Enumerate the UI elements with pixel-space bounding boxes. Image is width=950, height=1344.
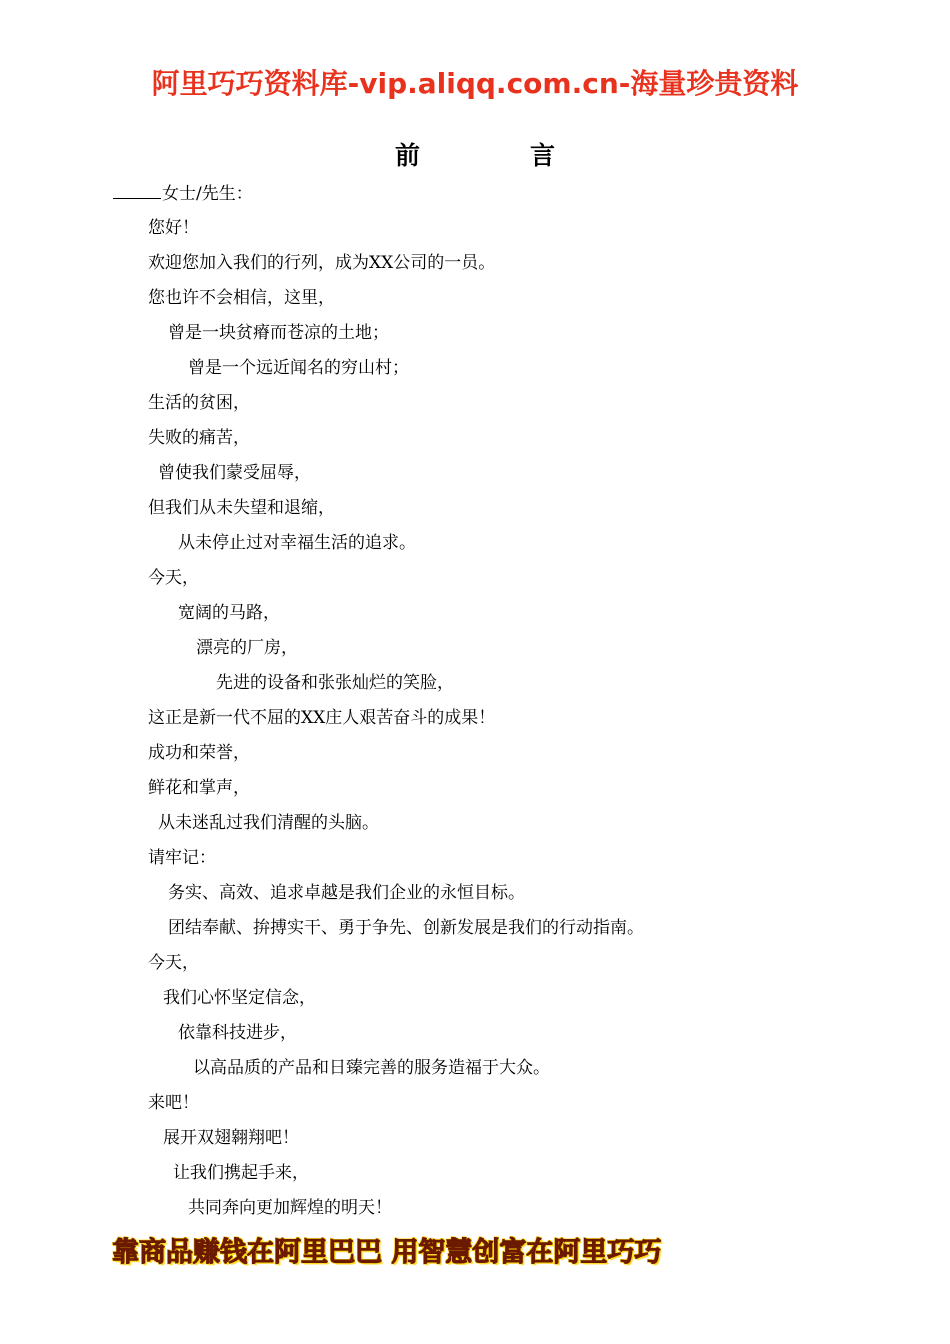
body-line: 先进的设备和张张灿烂的笑脸， bbox=[216, 673, 454, 693]
body-line: 请牢记： bbox=[148, 848, 216, 868]
salutation-line bbox=[113, 182, 253, 205]
body-line: 今天， bbox=[148, 568, 199, 588]
body-line: 但我们从未失望和退缩， bbox=[148, 498, 335, 518]
body-line: 从未停止过对幸福生活的追求。 bbox=[178, 533, 416, 553]
body-line: 来吧！ bbox=[148, 1093, 199, 1113]
salutation-text: 女士/先生： bbox=[162, 184, 253, 204]
body-line: 欢迎您加入我们的行列，成为XX公司的一员。 bbox=[148, 253, 496, 273]
title-char-1: 前 bbox=[394, 141, 420, 170]
body-line: 生活的贫困， bbox=[148, 393, 250, 413]
body-line: 从未迷乱过我们清醒的头脑。 bbox=[158, 813, 379, 833]
body-line: 今天， bbox=[148, 953, 199, 973]
title-char-2: 言 bbox=[530, 141, 556, 170]
body-line: 曾是一个远近闻名的穷山村； bbox=[188, 358, 409, 378]
body-line: 这正是新一代不屈的XX庄人艰苦奋斗的成果！ bbox=[148, 708, 496, 728]
body-line: 漂亮的厂房， bbox=[196, 638, 298, 658]
footer-banner: 靠商品赚钱在阿里巴巴 用智慧创富在阿里巧巧 bbox=[112, 1237, 662, 1268]
name-blank bbox=[113, 182, 161, 199]
body-line: 以高品质的产品和日臻完善的服务造福于大众。 bbox=[193, 1058, 550, 1078]
header-banner: 阿里巧巧资料库-vip.aliqq.com.cn-海量珍贵资料 bbox=[151, 67, 799, 100]
body-line: 失败的痛苦， bbox=[148, 428, 250, 448]
body-line: 团结奉献、拚搏实干、勇于争先、创新发展是我们的行动指南。 bbox=[168, 918, 644, 938]
body-line: 我们心怀坚定信念， bbox=[163, 988, 316, 1008]
body-line: 您好！ bbox=[148, 218, 199, 238]
body-line: 展开双翅翱翔吧！ bbox=[163, 1128, 299, 1148]
body-line: 您也许不会相信，这里， bbox=[148, 288, 335, 308]
body-line: 依靠科技进步， bbox=[178, 1023, 297, 1043]
body-line: 让我们携起手来， bbox=[173, 1163, 309, 1183]
page-title bbox=[0, 136, 950, 172]
body-line: 鲜花和掌声， bbox=[148, 778, 250, 798]
body-line: 曾是一块贫瘠而苍凉的土地； bbox=[168, 323, 389, 343]
body-line: 共同奔向更加辉煌的明天！ bbox=[188, 1198, 392, 1218]
body-line: 成功和荣誉， bbox=[148, 743, 250, 763]
body-line: 曾使我们蒙受屈辱， bbox=[158, 463, 311, 483]
body-line: 宽阔的马路， bbox=[178, 603, 280, 623]
body-line: 务实、高效、追求卓越是我们企业的永恒目标。 bbox=[168, 883, 525, 903]
